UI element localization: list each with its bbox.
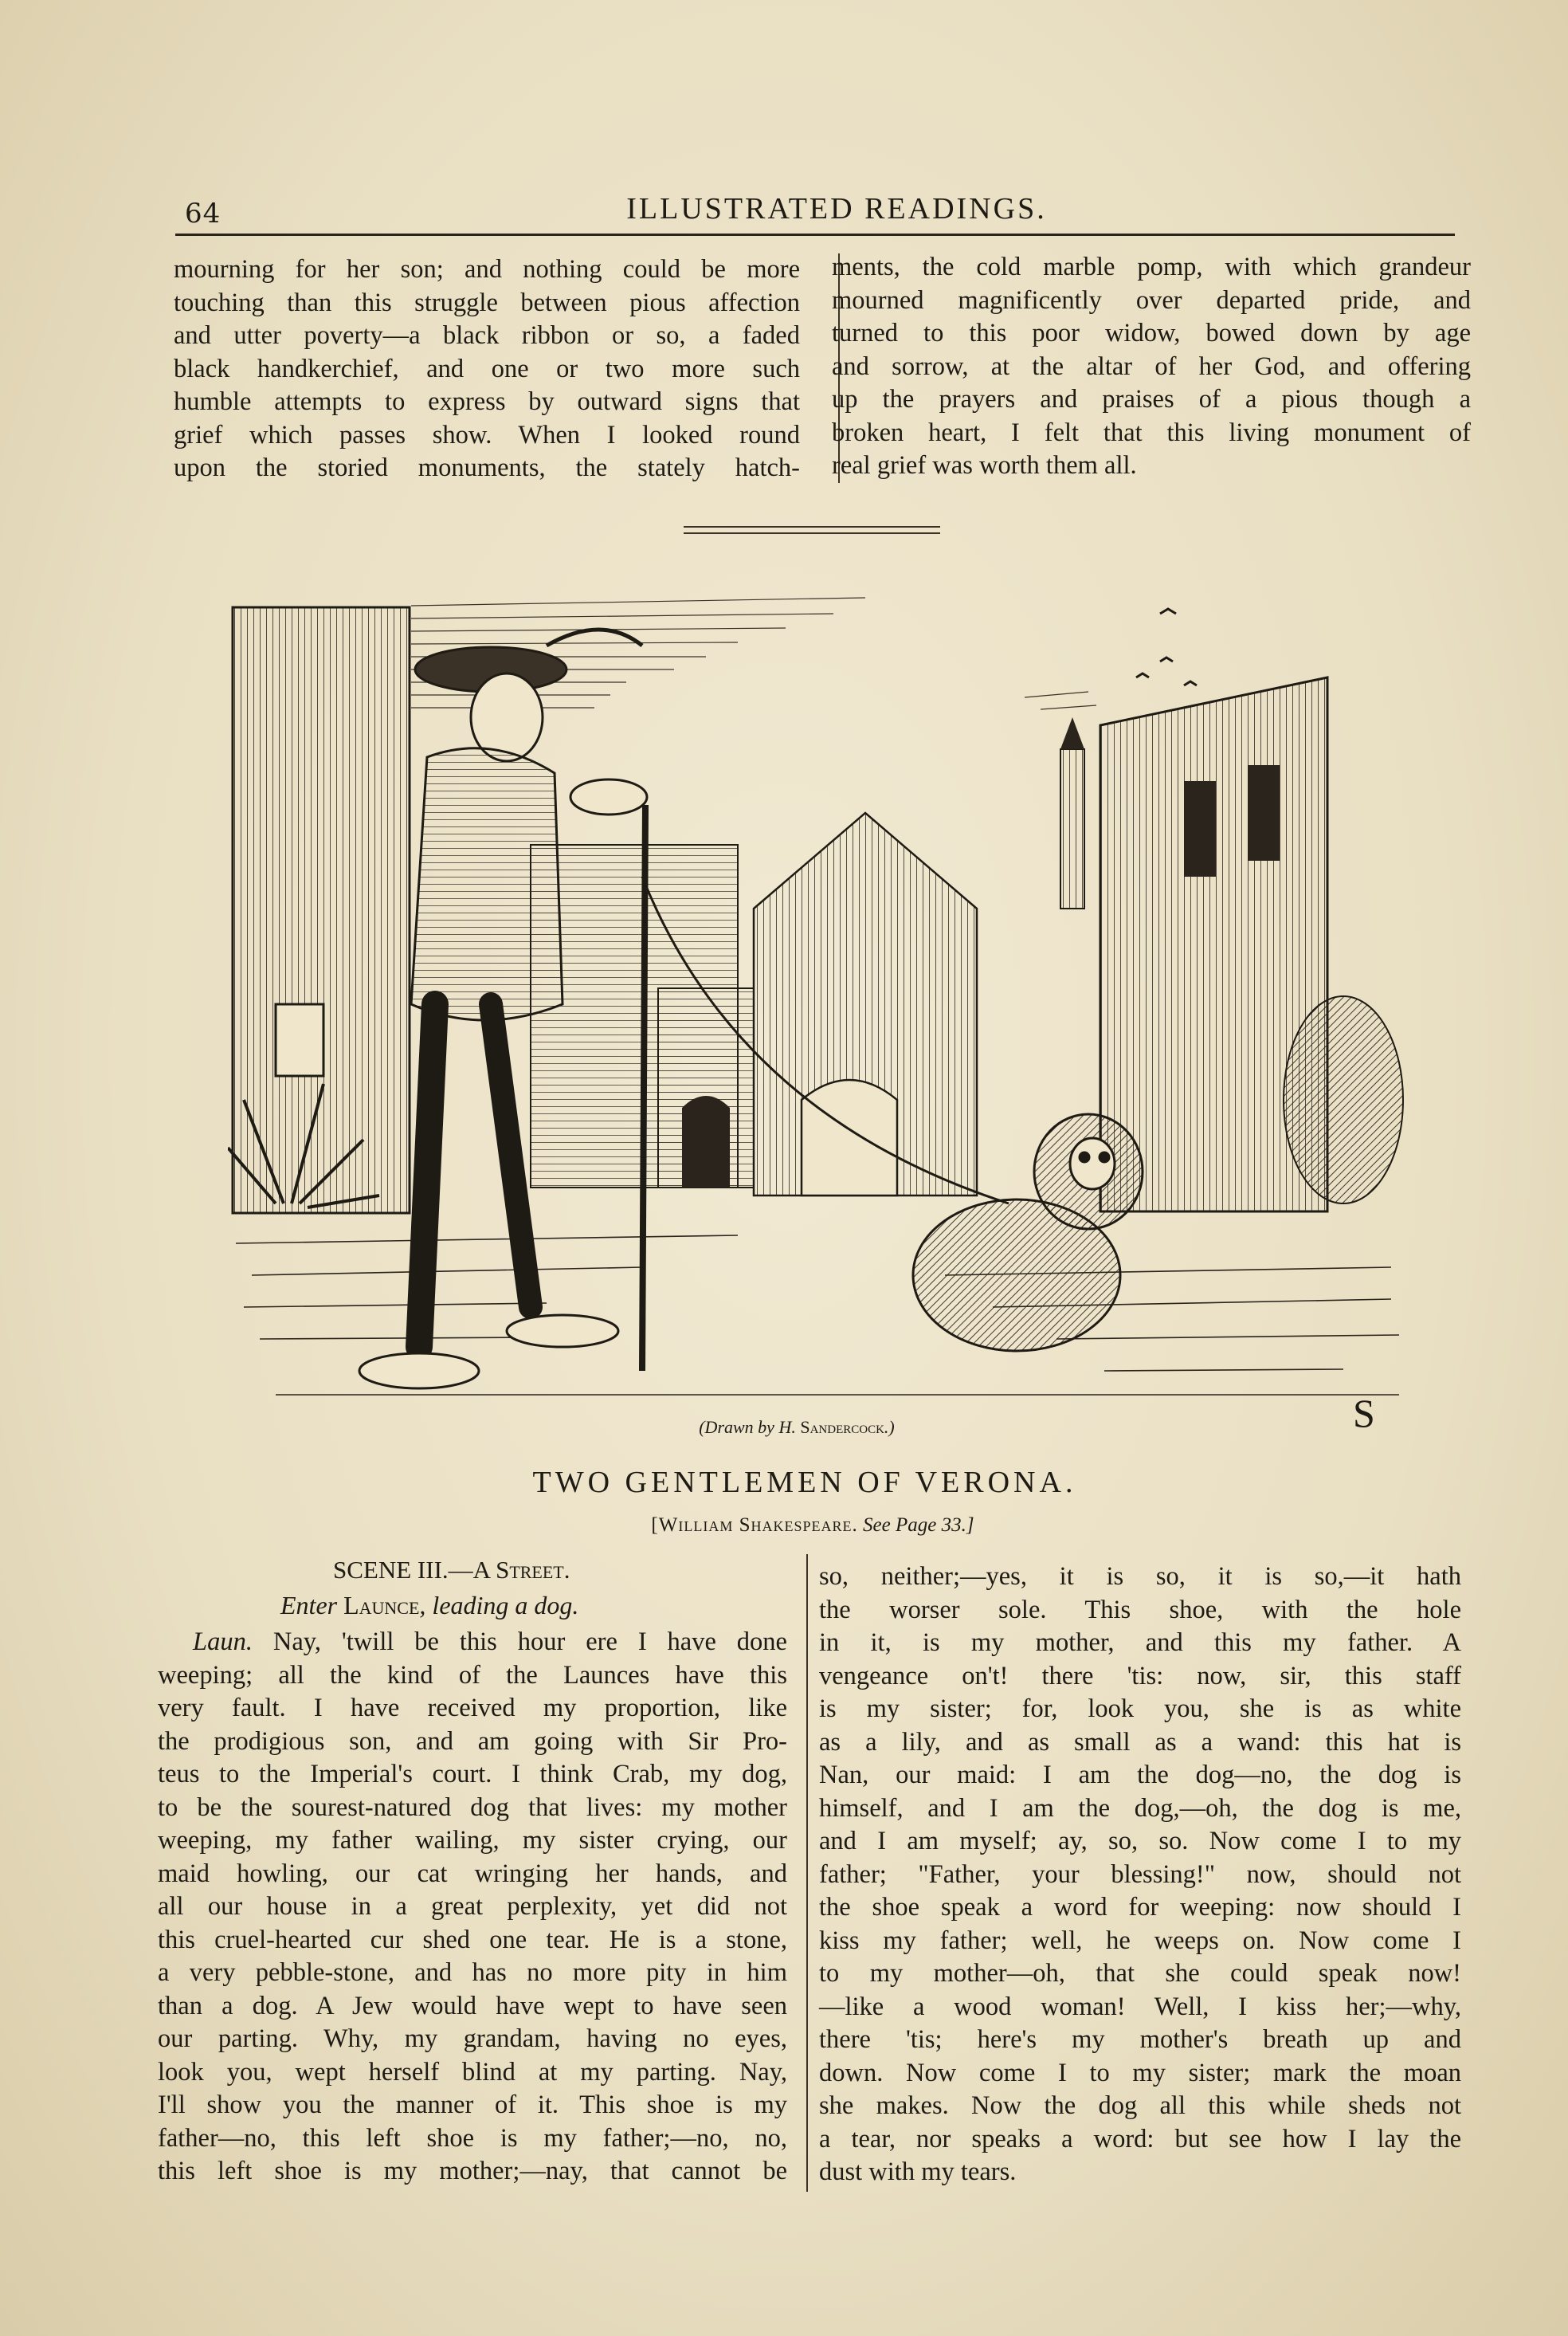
text-line: ments, the cold marble pomp, with which grandeur	[832, 253, 1471, 281]
bottom-column-divider	[806, 1554, 808, 2192]
engraving-launce-and-dog	[228, 590, 1404, 1428]
text-line: up the prayers and praises of a pious though a	[832, 385, 1471, 414]
text-line: and utter poverty—a black ribbon or so, a faded	[174, 321, 800, 350]
text-line: humble attempts to express by outward signs that	[174, 387, 800, 416]
play-title: TWO GENTLEMEN OF VERONA.	[532, 1466, 1077, 1499]
text-line: the shoe speak a word for weeping: now should I	[819, 1893, 1461, 1922]
text-line: maid howling, our cat wringing her hands, and	[158, 1859, 787, 1888]
text-line: to my mother—oh, that she could speak now!	[819, 1959, 1461, 1988]
text-line: grief which passes show. When I looked round	[174, 420, 800, 450]
text-line: upon the storied monuments, the stately hatch-	[174, 453, 800, 482]
speaker-name: Laun.	[193, 1627, 253, 1656]
stage-direction: Enter Launce, leading a dog.	[280, 1591, 579, 1619]
see-label: See	[863, 1514, 891, 1536]
text-line: all our house in a great perplexity, yet did not	[158, 1892, 787, 1921]
text-line: vengeance on't! there 'tis: now, sir, this staff	[819, 1661, 1461, 1690]
text-line: is my sister; for, look you, she is as white	[819, 1694, 1461, 1723]
text-line: a very pebble-stone, and has no more pity in him	[158, 1958, 787, 1987]
section-rule-lower	[684, 532, 940, 534]
text-line: real grief was worth them all.	[832, 451, 1137, 480]
top-right-column	[832, 251, 1471, 483]
text-line: in it, is my mother, and this my father. A	[819, 1628, 1461, 1657]
text-line: down. Now come I to my sister; mark the moan	[819, 2058, 1461, 2087]
running-title: ILLUSTRATED READINGS.	[626, 192, 1047, 226]
page-number: 64	[185, 198, 221, 230]
header-rule	[175, 234, 1455, 236]
text-line: turned to this poor widow, bowed down by age	[832, 319, 1471, 347]
text-line: she makes. Now the dog all this while sheds not	[819, 2091, 1461, 2120]
text-line: as a lily, and as small as a wand: this hat is	[819, 1727, 1461, 1757]
text-line: father; "Father, your blessing!" now, should not	[819, 1859, 1461, 1889]
text-line: than a dog. A Jew would have wept to have seen	[158, 1991, 787, 2020]
text-line: a tear, nor speaks a word: but see how I lay the	[819, 2124, 1461, 2153]
text-line: weeping, my father wailing, my sister crying, our	[158, 1826, 787, 1855]
bush	[1284, 996, 1403, 1203]
section-rule-upper	[684, 526, 940, 528]
text-line: and I am myself; ay, so, so. Now come I to my	[819, 1827, 1461, 1855]
text-line: look you, wept herself blind at my parting. Nay,	[158, 2057, 787, 2087]
text-line: and sorrow, at the altar of her God, and offering	[832, 351, 1471, 381]
birds	[1136, 609, 1197, 685]
text-line: himself, and I am the dog,—oh, the dog is me,	[819, 1793, 1461, 1823]
artist-name: Sandercock	[800, 1417, 884, 1437]
text-line: Laun. Nay, 'twill be this hour ere I have done	[193, 1627, 787, 1656]
left-tower	[233, 607, 410, 1213]
top-left-column	[174, 253, 800, 485]
play-attribution	[558, 1514, 1068, 1537]
text-line: —like a wood woman! Well, I kiss her;—why,	[819, 1992, 1461, 2021]
text-line: mourned magnificently over departed pride, and	[832, 285, 1471, 315]
bottom-left-column	[158, 1626, 787, 2189]
text-line: touching than this struggle between pious affection	[174, 288, 800, 317]
text-line: the worser sole. This shoe, with the hole	[819, 1595, 1461, 1624]
text-line: teus to the Imperial's court. I think Crab, my dog,	[158, 1760, 787, 1788]
text-line: there 'tis; here's my mother's breath up and	[819, 2025, 1461, 2054]
text-line: this cruel-hearted cur shed one tear. He is a stone,	[158, 1925, 787, 1954]
scene-heading: SCENE III.—A Street.	[333, 1556, 570, 1584]
engraver-signature: S	[1353, 1391, 1375, 1435]
text-line: father—no, this left shoe is my father;—no, no,	[158, 2123, 787, 2153]
page-reference: Page 33.]	[895, 1514, 974, 1536]
text-line: very fault. I have received my proportion, like	[158, 1694, 787, 1722]
text-line: broken heart, I felt that this living monument of	[832, 418, 1471, 447]
text-line: our parting. Why, my grandam, having no eyes,	[158, 2024, 787, 2053]
text-line: this left shoe is my mother;—nay, that cannot be	[158, 2157, 787, 2185]
text-line: I'll show you the manner of it. This shoe is my	[158, 2091, 787, 2119]
text-line: dust with my tears.	[819, 2157, 1017, 2186]
text-line: the prodigious son, and am going with Sir Pro-	[158, 1726, 787, 1756]
bottom-right-column	[819, 1561, 1461, 2189]
text-line: so, neither;—yes, it is so, it is so,—it hath	[819, 1562, 1461, 1591]
illustration-credit: (Drawn by H. Sandercock.)	[699, 1417, 895, 1437]
author-name: [William Shakespeare.	[651, 1514, 858, 1536]
text-line: weeping; all the kind of the Launces have this	[158, 1660, 787, 1690]
text-line: black handkerchief, and one or two more such	[174, 354, 800, 383]
text-line: Nan, our maid: I am the dog—no, the dog is	[819, 1761, 1461, 1789]
text-line: mourning for her son; and nothing could be more	[174, 255, 800, 284]
text-line: kiss my father; well, he weeps on. Now come I	[819, 1926, 1461, 1955]
text-line: to be the sourest-natured dog that lives: my mother	[158, 1792, 787, 1822]
